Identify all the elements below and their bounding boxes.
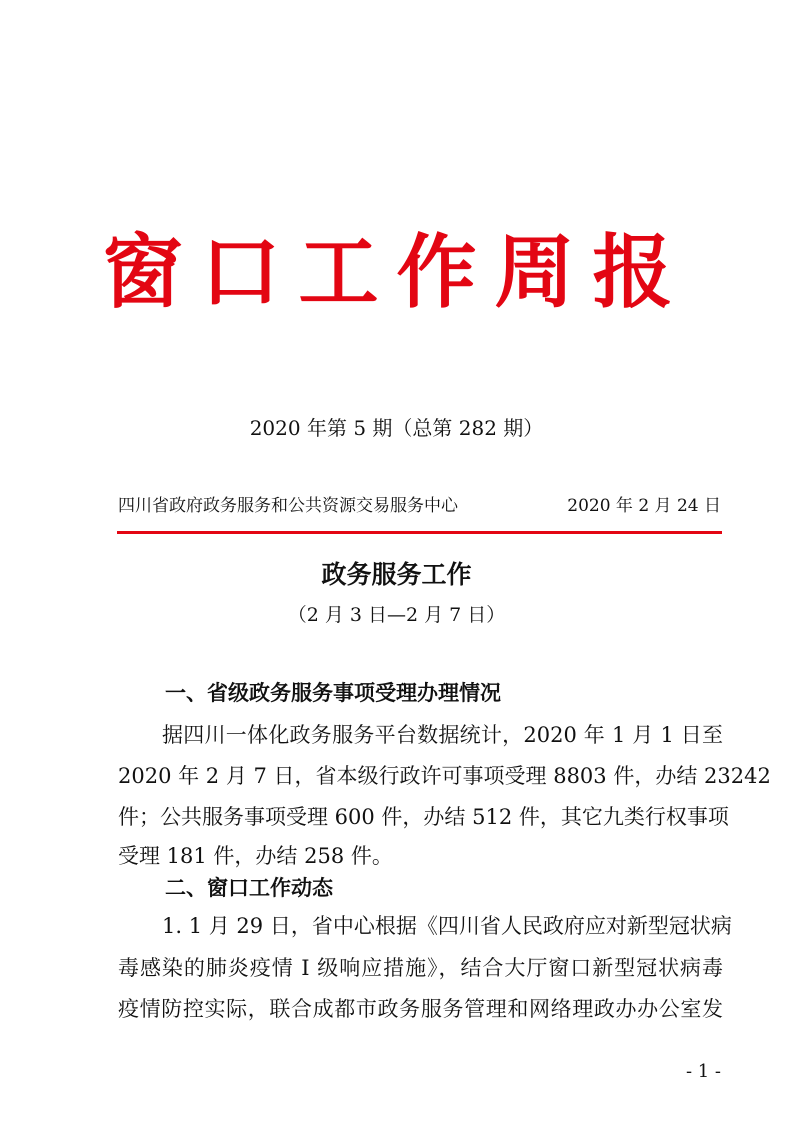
paragraph-2-line: 毒感染的肺炎疫情 I 级响应措施》，结合大厅窗口新型冠状病毒 — [118, 956, 723, 980]
paragraph-1-line: 2020 年 2 月 7 日，省本级行政许可事项受理 8803 件，办结 23242 — [118, 764, 771, 788]
heading-2: 二、窗口工作动态 — [165, 876, 333, 900]
paragraph-2-line: 疫情防控实际，联合成都市政务服务管理和网络理政办办公室发 — [118, 997, 723, 1021]
report-period: （2 月 3 日—2 月 7 日） — [287, 604, 506, 626]
issue-date: 2020 年 2 月 24 日 — [567, 496, 721, 516]
issuer-name: 四川省政府政务服务和公共资源交易服务中心 — [118, 496, 458, 516]
issue-number: 2020 年第 5 期（总第 282 期） — [249, 416, 544, 440]
paragraph-1-line: 据四川一体化政务服务平台数据统计，2020 年 1 月 1 日至 — [162, 723, 723, 747]
paragraph-2-line: 1. 1 月 29 日，省中心根据《四川省人民政府应对新型冠状病 — [162, 914, 732, 938]
heading-1: 一、省级政务服务事项受理办理情况 — [165, 681, 501, 705]
section-title: 政务服务工作 — [321, 560, 472, 589]
paragraph-1-line: 件；公共服务事项受理 600 件，办结 512 件，其它九类行权事项 — [118, 805, 729, 829]
header-divider — [117, 531, 722, 534]
page-number: - 1 - — [685, 1061, 721, 1082]
masthead-title: 窗口工作周报 — [102, 225, 691, 319]
paragraph-1-line: 受理 181 件，办结 258 件。 — [118, 844, 393, 868]
